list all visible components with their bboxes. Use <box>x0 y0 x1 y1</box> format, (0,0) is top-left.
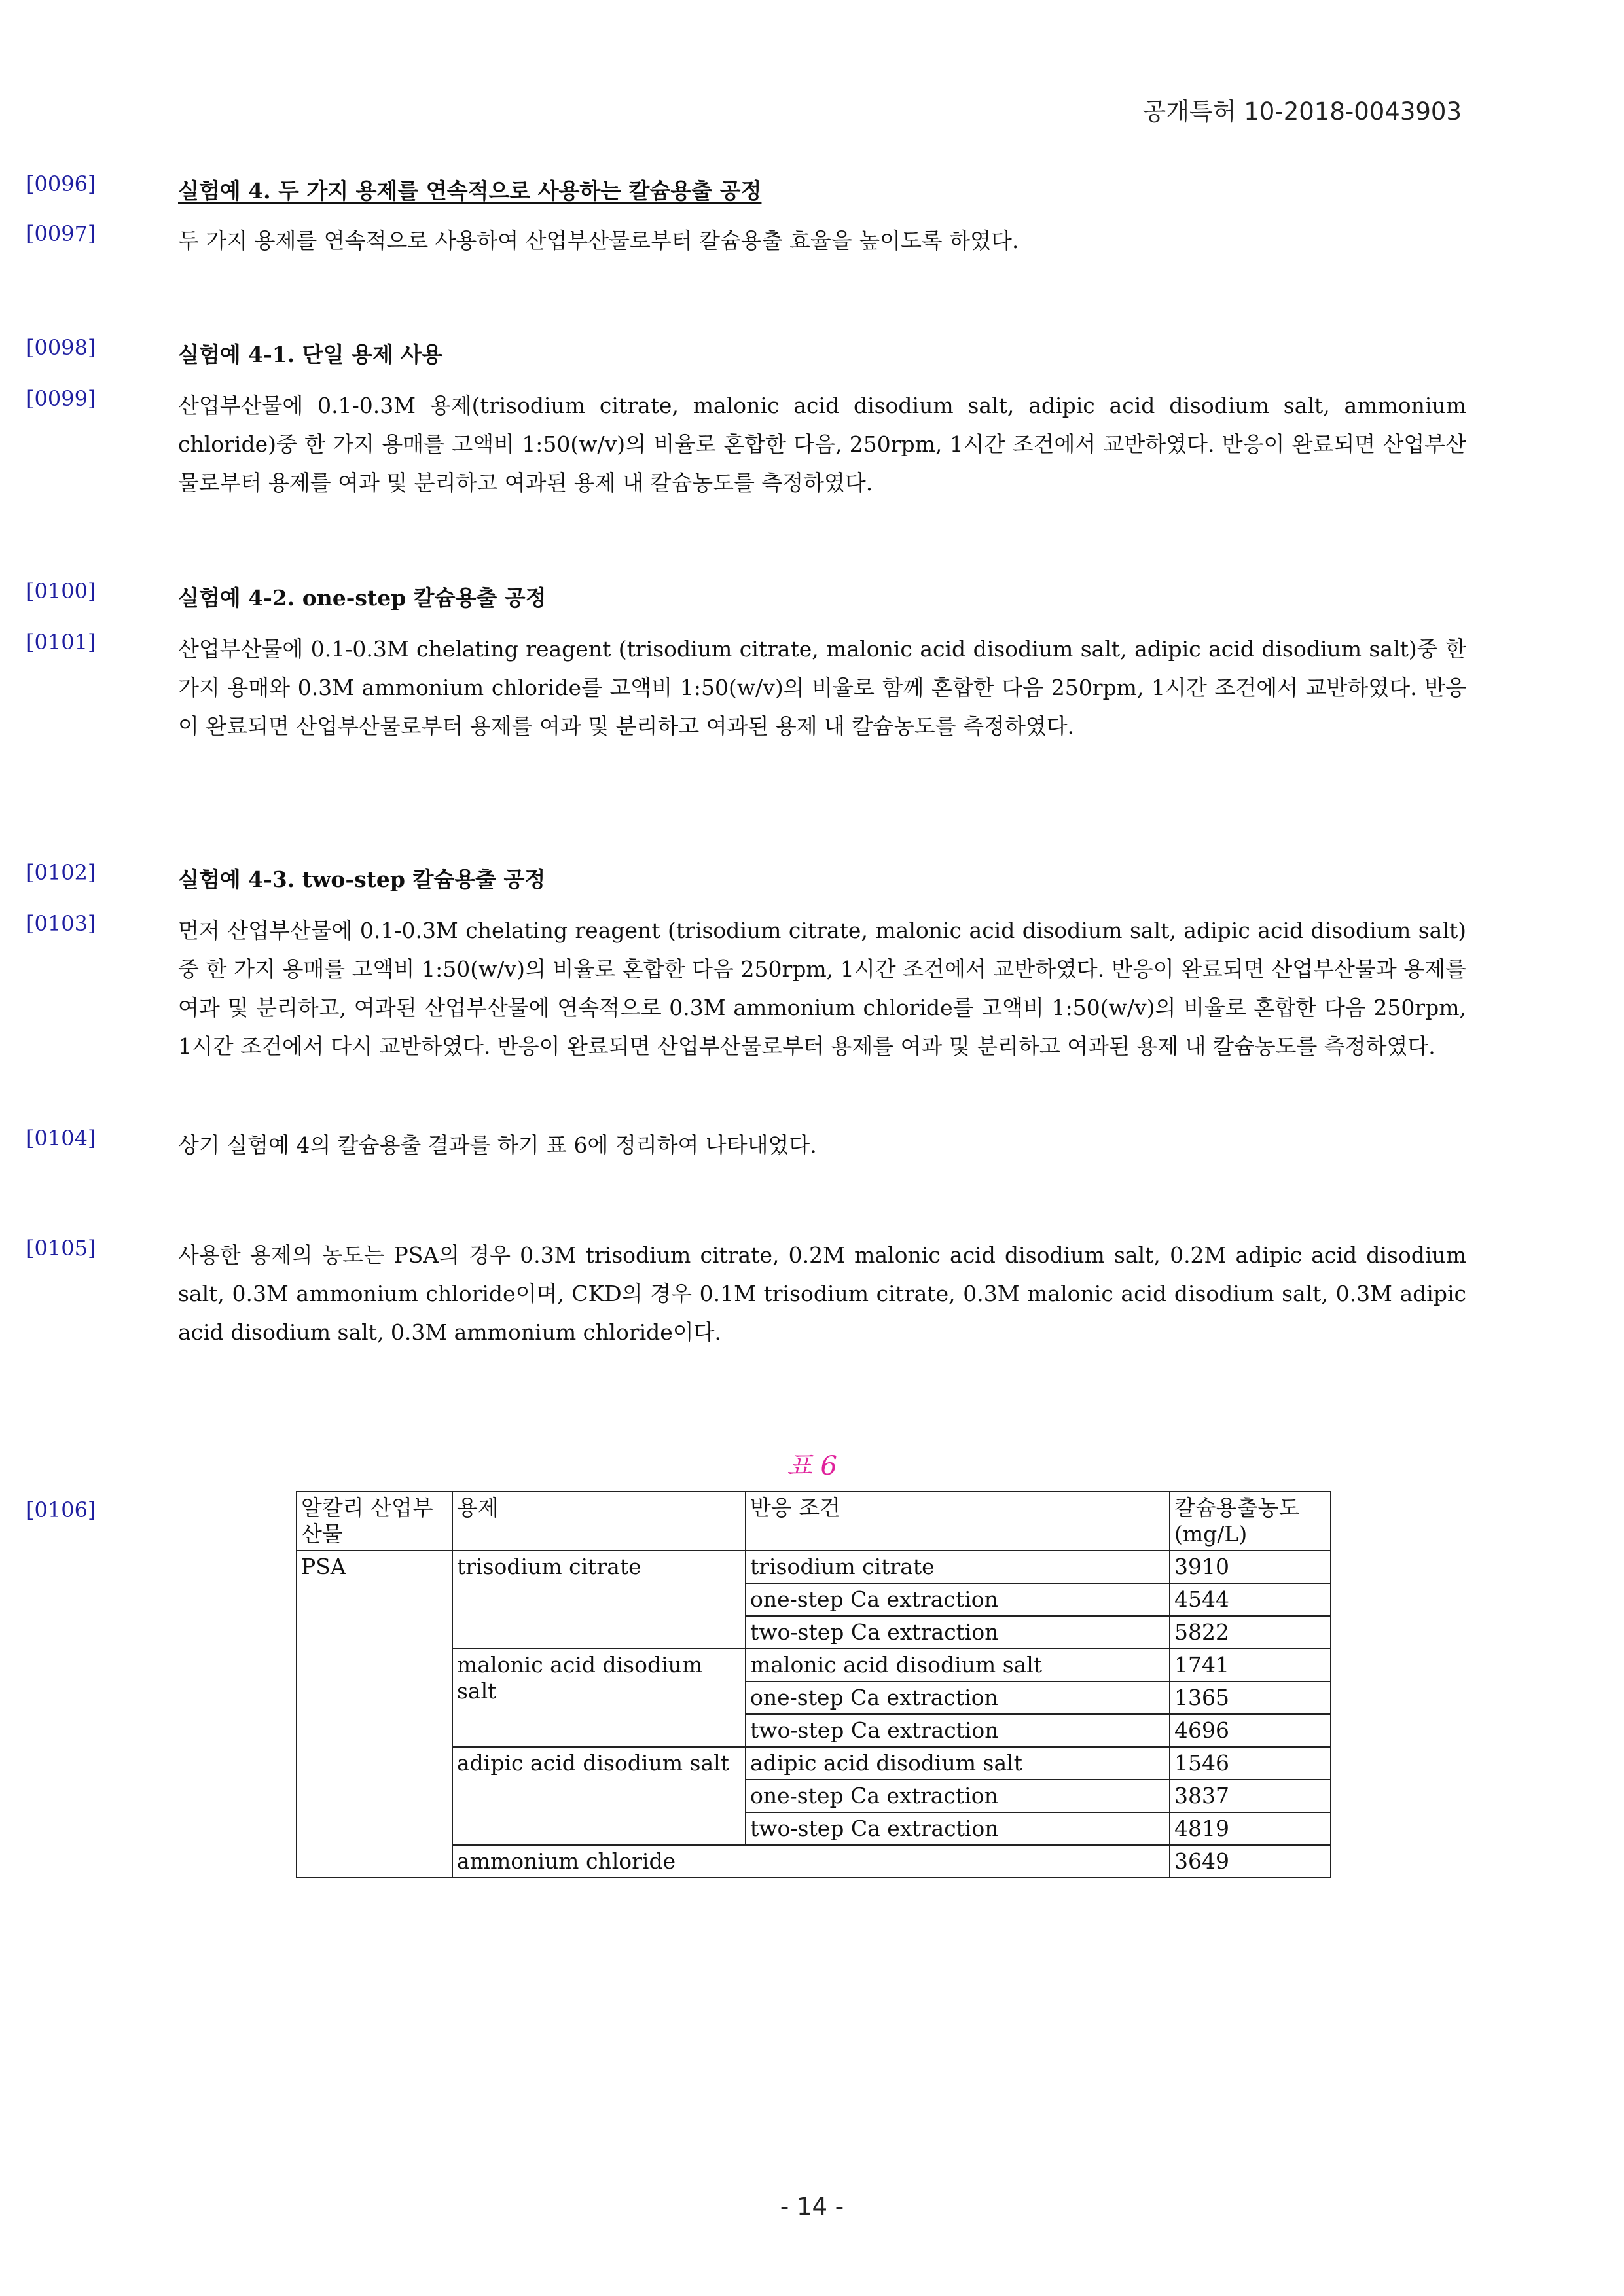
section-heading: 실험예 4. 두 가지 용제를 연속적으로 사용하는 칼슘용출 공정 <box>178 178 762 204</box>
paragraph-text: 산업부산물에 0.1-0.3M 용제(trisodium citrate, malonic acid disodium salt, adipic acid disodium salt, ammonium chloride)중 한 가지 용매를 고액비 1:50(w/v)의 비율로 혼합한 다음, 250rpm, 1시간 조건에서 교반하였다. 반응이 완료되면 산업부산물로부터 용제를 여과 및 분리하고 여과된 용제 내 칼슘농도를 측정하였다. <box>178 393 1466 495</box>
paragraph-number: [0102] <box>26 860 96 885</box>
paragraph-number: [0100] <box>26 579 96 603</box>
paragraph-text: 먼저 산업부산물에 0.1-0.3M chelating reagent (trisodium citrate, malonic acid disodium salt, adipic acid disodium salt)중 한 가지 용매를 고액비 1:50(w/v)의 비율로 혼합한 다음 250rpm, 1시간 조건에서 교반하였다. 반응이 완료되면 산업부산물과 용제를 여과 및 분리하고, 여과된 산업부산물에 연속적으로 0.3M ammonium chloride를 고액비 1:50(w/v)의 비율로 혼합한 다음 250rpm, 1시간 조건에서 다시 교반하였다. 반응이 완료되면 산업부산물로부터 용제를 여과 및 분리하고 여과된 용제 내 칼슘농도를 측정하였다. <box>178 918 1466 1059</box>
condition-cell: one-step Ca extraction <box>746 1583 1170 1616</box>
paragraph-text: 사용한 용제의 농도는 PSA의 경우 0.3M trisodium citrate, 0.2M malonic acid disodium salt, 0.2M adipic acid disodium salt, 0.3M ammonium chloride이며, CKD의 경우 0.1M trisodium citrate, 0.3M malonic acid disodium salt, 0.3M adipic acid disodium salt, 0.3M ammonium chloride이다. <box>178 1242 1466 1345</box>
table-row <box>297 1551 1331 1583</box>
solvent-cell: malonic acid disodium salt <box>452 1649 746 1747</box>
condition-cell: two-step Ca extraction <box>746 1616 1170 1649</box>
page-number: - 14 - <box>780 2193 844 2221</box>
paragraph-text: 상기 실험예 4의 칼슘용출 결과를 하기 표 6에 정리하여 나타내었다. <box>178 1132 817 1158</box>
paragraph-number: [0098] <box>26 335 96 360</box>
paragraph-number: [0103] <box>26 911 96 936</box>
paragraph-number: [0104] <box>26 1126 96 1151</box>
paragraph-number: [0106] <box>26 1498 96 1522</box>
table-header-row <box>297 1492 1331 1551</box>
value-cell: 4819 <box>1170 1812 1331 1845</box>
value-cell: 1546 <box>1170 1747 1331 1780</box>
header-cell: 용제 <box>452 1492 746 1551</box>
paragraph-number: [0101] <box>26 630 96 655</box>
paragraph-text: 산업부산물에 0.1-0.3M chelating reagent (trisodium citrate, malonic acid disodium salt, adipic acid disodium salt)중 한 가지 용매와 0.3M ammonium chloride를 고액비 1:50(w/v)의 비율로 함께 혼합한 다음 250rpm, 1시간 조건에서 교반하였다. 반응이 완료되면 산업부산물로부터 용제를 여과 및 분리하고 여과된 용제 내 칼슘농도를 측정하였다. <box>178 636 1466 739</box>
paragraph-number: [0096] <box>26 171 96 196</box>
value-cell: 4696 <box>1170 1714 1331 1747</box>
value-cell: 3837 <box>1170 1780 1331 1812</box>
value-cell: 1741 <box>1170 1649 1331 1681</box>
solvent-cell: adipic acid disodium salt <box>452 1747 746 1845</box>
header-cell: 반응 조건 <box>746 1492 1170 1551</box>
value-cell: 3649 <box>1170 1845 1331 1878</box>
table-caption: 표 6 <box>787 1451 837 1481</box>
table-6 <box>296 1491 1331 1878</box>
condition-cell: trisodium citrate <box>746 1551 1170 1583</box>
condition-cell: two-step Ca extraction <box>746 1714 1170 1747</box>
paragraph-text: 두 가지 용제를 연속적으로 사용하여 산업부산물로부터 칼슘용출 효율을 높이도록 하였다. <box>178 228 1019 253</box>
value-cell: 1365 <box>1170 1681 1331 1714</box>
value-cell: 5822 <box>1170 1616 1331 1649</box>
value-cell: 3910 <box>1170 1551 1331 1583</box>
solvent-cell: ammonium chloride <box>452 1845 1170 1878</box>
byproduct-cell: PSA <box>297 1551 452 1878</box>
header-cell: 알칼리 산업부산물 <box>297 1492 452 1551</box>
paragraph-number: [0105] <box>26 1236 96 1261</box>
subsection-heading: 실험예 4-2. one-step 칼슘용출 공정 <box>178 585 547 611</box>
header-cell: 칼슘용출농도(mg/L) <box>1170 1492 1331 1551</box>
condition-cell: one-step Ca extraction <box>746 1681 1170 1714</box>
publication-number: 공개특허 10-2018-0043903 <box>1142 98 1462 126</box>
subsection-heading: 실험예 4-3. two-step 칼슘용출 공정 <box>178 867 546 892</box>
solvent-cell: trisodium citrate <box>452 1551 746 1649</box>
condition-cell: two-step Ca extraction <box>746 1812 1170 1845</box>
condition-cell: malonic acid disodium salt <box>746 1649 1170 1681</box>
subsection-heading: 실험예 4-1. 단일 용제 사용 <box>178 342 442 367</box>
paragraph-number: [0097] <box>26 221 96 246</box>
condition-cell: one-step Ca extraction <box>746 1780 1170 1812</box>
paragraph-number: [0099] <box>26 386 96 411</box>
condition-cell: adipic acid disodium salt <box>746 1747 1170 1780</box>
value-cell: 4544 <box>1170 1583 1331 1616</box>
